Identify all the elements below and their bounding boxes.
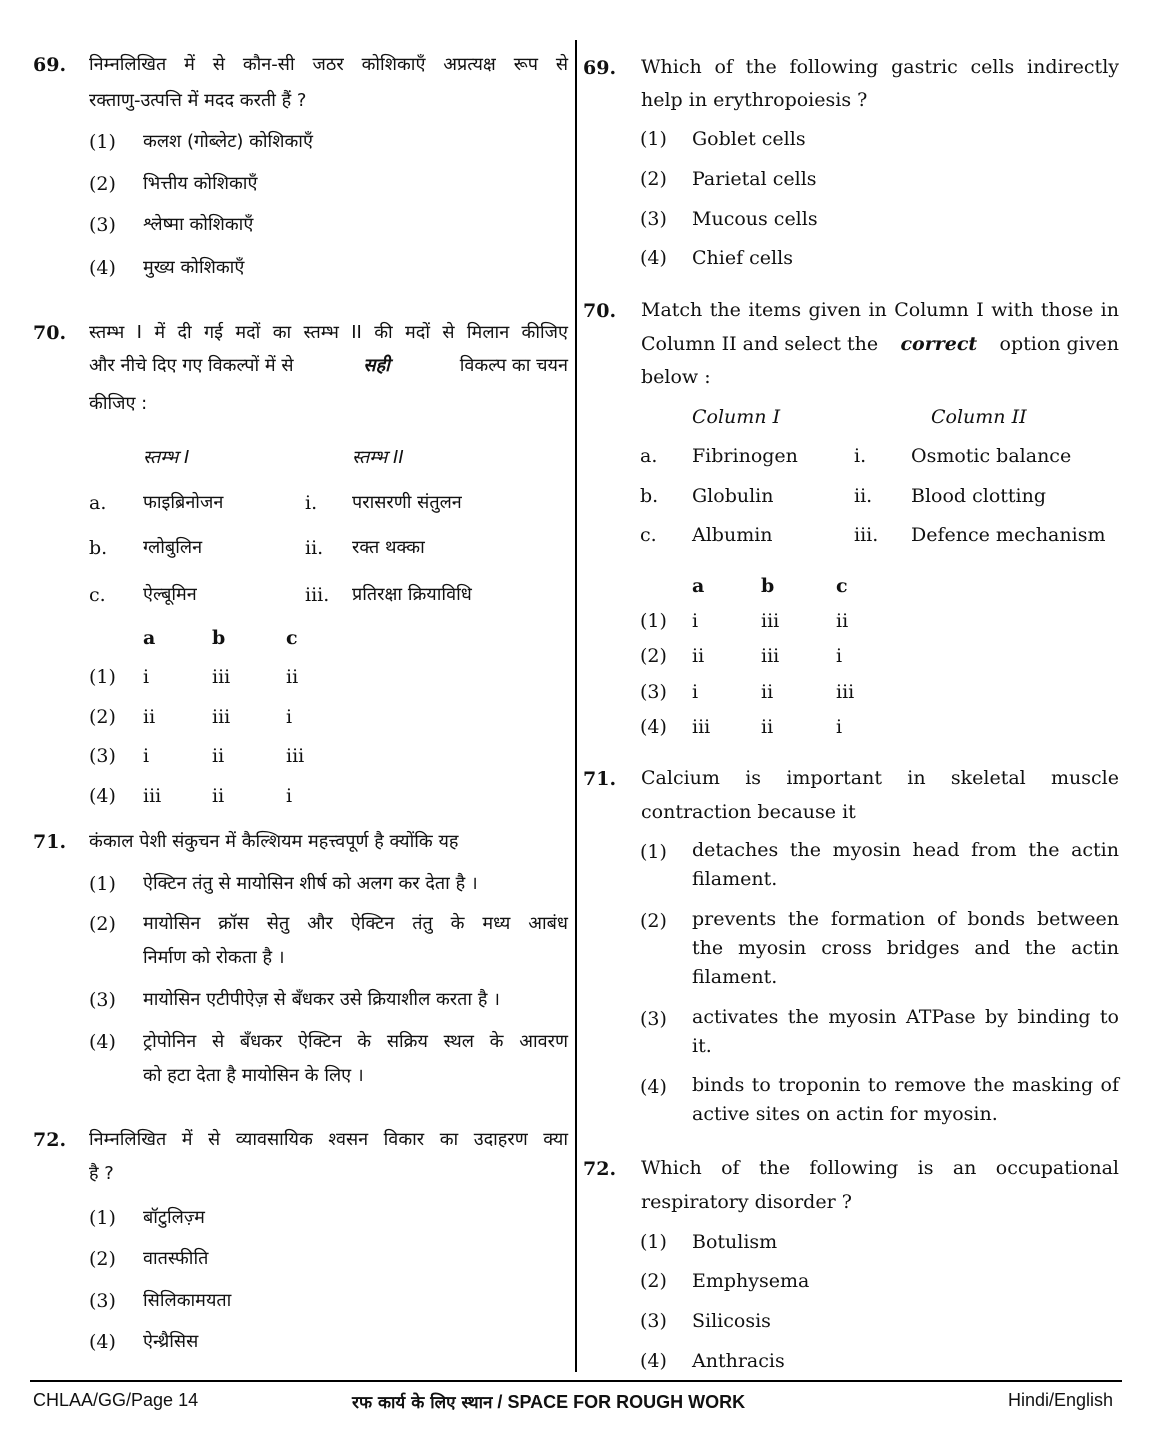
question-text: Match the items given in Column I with those in [641, 299, 1119, 321]
option-text: को हटा देता है मायोसिन के लिए । [143, 1065, 364, 1086]
option-text: श्लेष्मा कोशिकाएँ [143, 214, 254, 235]
answer-header: a [143, 627, 156, 649]
option-value: ii [143, 706, 156, 728]
answer-header: b [761, 575, 775, 597]
option-text: निर्माण को रोकता है । [143, 947, 285, 968]
row-item: ग्लोबुलिन [143, 537, 203, 558]
option-text: activates the myosin ATPase by binding to it. [692, 1006, 1119, 1057]
footer-rule [30, 1380, 1122, 1382]
option-value: ii [761, 681, 774, 703]
option-number: (4) [640, 716, 667, 738]
row-key: a. [640, 445, 658, 467]
answer-header: c [836, 575, 848, 597]
row-item: Fibrinogen [692, 445, 798, 467]
option-value: i [143, 666, 150, 688]
option-text: बॉटुलिज़्म [143, 1207, 205, 1228]
option-value: iii [212, 666, 231, 688]
option-number: (1) [89, 873, 116, 895]
option-number: (2) [640, 1270, 667, 1292]
option-text: Botulism [692, 1231, 778, 1253]
question-text: Which of the following is an occupational [641, 1157, 1119, 1179]
option-number: (3) [89, 1290, 116, 1312]
option-text: detaches the myosin head from the actin filament. [692, 839, 1119, 890]
option-value: ii [212, 785, 225, 807]
option-number: (4) [640, 247, 667, 269]
option-text: वातस्फीति [143, 1248, 209, 1269]
option-value: ii [286, 666, 299, 688]
language-label: Hindi/English [1008, 1390, 1114, 1410]
rough-work-label [352, 1390, 745, 1413]
option-value: iii [212, 706, 231, 728]
option-value: i [836, 716, 843, 738]
option-text: कलश (गोब्लेट) कोशिकाएँ [143, 131, 313, 152]
option-number: (4) [640, 1076, 667, 1098]
row-match: Blood clotting [911, 485, 1047, 507]
question-text: निम्नलिखित में से कौन-सी जठर कोशिकाएँ अप्रत्यक्ष रूप से [89, 54, 568, 75]
option-value: iii [761, 645, 780, 667]
option-text: Chief cells [692, 247, 793, 269]
question-text: option given [999, 333, 1119, 355]
option-number: (2) [640, 645, 667, 667]
row-match: रक्त थक्का [352, 537, 425, 558]
option-number: (2) [89, 913, 116, 935]
question-number: 69. [583, 57, 617, 79]
option-text: Anthracis [692, 1350, 785, 1372]
option-number: (3) [640, 681, 667, 703]
option-value: iii [761, 610, 780, 632]
column-header: स्तम्भ II [352, 447, 404, 468]
option-number: (4) [89, 1031, 116, 1053]
row-key: c. [89, 584, 106, 606]
option-text: ऐक्टिन तंतु से मायोसिन शीर्ष को अलग कर देता है । [143, 873, 478, 894]
option-number: (1) [89, 666, 116, 688]
answer-header: c [286, 627, 298, 649]
question-number: 72. [33, 1129, 67, 1151]
row-key: a. [89, 492, 107, 514]
option-value: i [836, 645, 843, 667]
option-value: ii [761, 716, 774, 738]
question-number: 70. [33, 322, 67, 344]
option-number: (2) [89, 706, 116, 728]
row-roman: ii. [305, 537, 324, 559]
option-number: (1) [640, 1231, 667, 1253]
question-text: help in erythropoiesis ? [641, 89, 868, 111]
row-item: Albumin [692, 524, 773, 546]
option-number: (3) [89, 989, 116, 1011]
row-roman: iii. [854, 524, 879, 546]
question-text: Calcium is important in skeletal muscle [641, 767, 1119, 789]
row-key: b. [89, 537, 108, 559]
option-number: (4) [89, 257, 116, 279]
question-text: respiratory disorder ? [641, 1191, 852, 1213]
option-value: iii [143, 785, 162, 807]
row-item: Globulin [692, 485, 774, 507]
rough-work-separator: / [492, 1392, 508, 1412]
column-divider [575, 40, 577, 1372]
option-text: binds to troponin to remove the masking of active sites on actin for myosin. [692, 1074, 1119, 1125]
option-number: (3) [640, 1310, 667, 1332]
option-text: Silicosis [692, 1310, 771, 1332]
option-value: i [692, 610, 699, 632]
option-value: i [692, 681, 699, 703]
question-number: 71. [583, 768, 617, 790]
option-number: (4) [89, 785, 116, 807]
question-text: निम्नलिखित में से व्यावसायिक श्वसन विकार का उदाहरण क्या [89, 1129, 568, 1150]
option-text: prevents the formation of bonds between the myosin cross bridges and the actin filament. [692, 908, 1119, 988]
option-number: (3) [89, 745, 116, 767]
option-number: (4) [89, 1331, 116, 1353]
row-roman: i. [854, 445, 867, 467]
column-header: Column II [931, 406, 1027, 428]
option-number: (2) [640, 168, 667, 190]
rough-work-english: SPACE FOR ROUGH WORK [507, 1392, 746, 1412]
question-text: रक्ताणु-उत्पत्ति में मदद करती हैं ? [89, 90, 307, 111]
option-text: ट्रोपोनिन से बँधकर ऐक्टिन के सक्रिय स्थल के आवरण [143, 1031, 568, 1052]
option-number: (2) [640, 910, 667, 932]
option-number: (1) [640, 128, 667, 150]
option-value: ii [212, 745, 225, 767]
question-number: 72. [583, 1158, 617, 1180]
question-text: कंकाल पेशी संकुचन में कैल्शियम महत्त्वपूर्ण है क्योंकि यह [89, 831, 459, 852]
option-value: ii [836, 610, 849, 632]
question-text: और नीचे दिए गए विकल्पों में से [89, 355, 294, 376]
option-text: ऐन्थ्रैसिस [143, 1331, 199, 1352]
question-text: स्तम्भ I में दी गई मदों का स्तम्भ II की मदों से मिलान कीजिए [89, 322, 568, 343]
option-text: Goblet cells [692, 128, 806, 150]
page-code: CHLAA/GG/Page 14 [33, 1390, 199, 1410]
question-text: below : [641, 366, 711, 388]
option-value: i [286, 706, 293, 728]
option-value: ii [692, 645, 705, 667]
question-number: 69. [33, 54, 67, 76]
question-number: 71. [33, 831, 67, 853]
option-text: सिलिकामयता [143, 1290, 232, 1311]
option-text: Parietal cells [692, 168, 817, 190]
question-text: है ? [89, 1163, 114, 1184]
option-number: (1) [89, 1207, 116, 1229]
row-match: प्रतिरक्षा क्रियाविधि [352, 584, 472, 605]
option-number: (3) [640, 208, 667, 230]
option-text: मायोसिन क्रॉस सेतु और ऐक्टिन तंतु के मध्य आबंध [143, 913, 568, 934]
option-number: (1) [640, 841, 667, 863]
question-text: Column II and select the [641, 333, 879, 355]
column-header: स्तम्भ I [143, 447, 190, 468]
row-key: c. [640, 524, 657, 546]
question-text-line [641, 333, 1119, 355]
emphasis-text: correct [900, 333, 978, 355]
option-text: मुख्य कोशिकाएँ [143, 257, 245, 278]
column-header: Column I [692, 406, 781, 428]
question-text: कीजिए : [89, 393, 148, 414]
option-value: i [286, 785, 293, 807]
row-roman: ii. [854, 485, 873, 507]
emphasis-text: सही [363, 355, 390, 376]
answer-header: a [692, 575, 705, 597]
option-text: मायोसिन एटीपीऐज़ से बँधकर उसे क्रियाशील करता है । [143, 989, 500, 1010]
option-text: Emphysema [692, 1270, 810, 1292]
option-value: iii [692, 716, 711, 738]
row-item: फाइब्रिनोजन [143, 492, 224, 513]
row-roman: i. [305, 492, 318, 514]
option-number: (3) [89, 214, 116, 236]
answer-header: b [212, 627, 226, 649]
row-match: Osmotic balance [911, 445, 1072, 467]
option-number: (1) [640, 610, 667, 632]
rough-work-hindi: रफ कार्य के लिए स्थान [352, 1393, 493, 1413]
row-item: ऐल्बूमिन [143, 584, 197, 605]
option-text: Mucous cells [692, 208, 818, 230]
option-value: iii [286, 745, 305, 767]
option-number: (3) [640, 1008, 667, 1030]
row-match: Defence mechanism [911, 524, 1106, 546]
question-text-line [89, 353, 568, 377]
row-match: परासरणी संतुलन [352, 492, 462, 513]
option-text: भित्तीय कोशिकाएँ [143, 173, 258, 194]
question-text: विकल्प का चयन [459, 355, 568, 376]
option-number: (2) [89, 1248, 116, 1270]
question-text: contraction because it [641, 801, 856, 823]
option-value: i [143, 745, 150, 767]
option-number: (4) [640, 1350, 667, 1372]
question-number: 70. [583, 300, 617, 322]
option-number: (2) [89, 173, 116, 195]
row-roman: iii. [305, 584, 330, 606]
option-value: iii [836, 681, 855, 703]
row-key: b. [640, 485, 659, 507]
question-text: Which of the following gastric cells indirectly [641, 56, 1119, 78]
option-number: (1) [89, 131, 116, 153]
